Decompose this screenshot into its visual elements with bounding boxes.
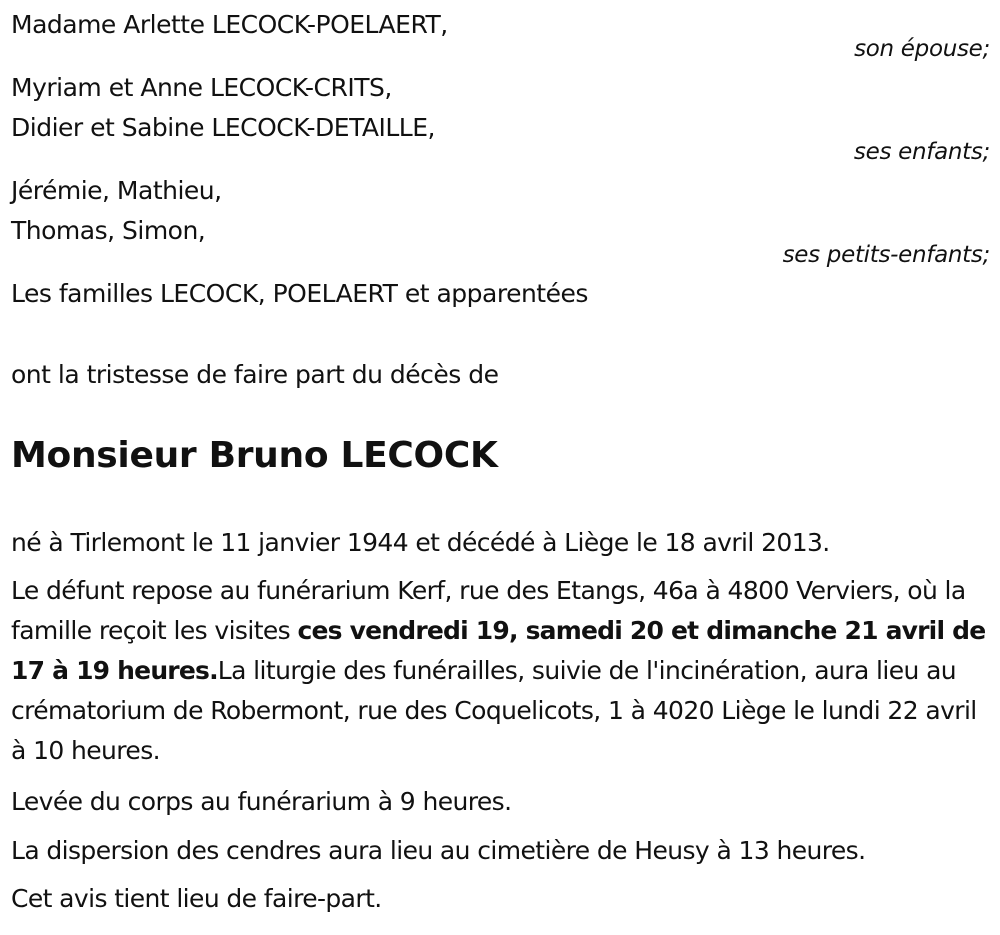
grandchildren-role: ses petits-enfants;	[782, 242, 990, 268]
spouse-name: Madame Arlette LECOCK-POELAERT,	[11, 10, 448, 39]
visit-times: ces vendredi 19, samedi 20 et dimanche 21 avril de 17 à 19 heures.	[11, 616, 986, 685]
closing-paragraph: Cet avis tient lieu de faire-part.	[11, 884, 382, 913]
funeral-paragraph	[11, 571, 986, 771]
liturgy-text: La liturgie des funérailles, suivie de l'incinération, aura lieu au crématorium de Robermont, rue des Coquelicots, 1 à 4020 Liège le lundi 22 avril à 10 heures.	[11, 656, 977, 765]
child-line-2: Didier et Sabine LECOCK-DETAILLE,	[11, 113, 435, 142]
grandchild-line-2: Thomas, Simon,	[11, 216, 206, 245]
funerarium-text: Le défunt repose au funérarium Kerf, rue des Etangs, 46a à 4800 Verviers, où la famille reçoit les visites	[11, 576, 966, 645]
dispersion-paragraph: La dispersion des cendres aura lieu au cimetière de Heusy à 13 heures.	[11, 836, 866, 865]
levee-paragraph: Levée du corps au funérarium à 9 heures.	[11, 787, 512, 816]
families-line: Les familles LECOCK, POELAERT et apparentées	[11, 279, 588, 308]
birth-death-paragraph: né à Tirlemont le 11 janvier 1944 et décédé à Liège le 18 avril 2013.	[11, 528, 830, 557]
child-line-1: Myriam et Anne LECOCK-CRITS,	[11, 73, 392, 102]
announcement: ont la tristesse de faire part du décès de	[11, 360, 499, 389]
spouse-role: son épouse;	[854, 36, 990, 62]
children-role: ses enfants;	[853, 139, 990, 165]
deceased-name: Monsieur Bruno LECOCK	[11, 435, 498, 476]
grandchild-line-1: Jérémie, Mathieu,	[11, 176, 222, 205]
